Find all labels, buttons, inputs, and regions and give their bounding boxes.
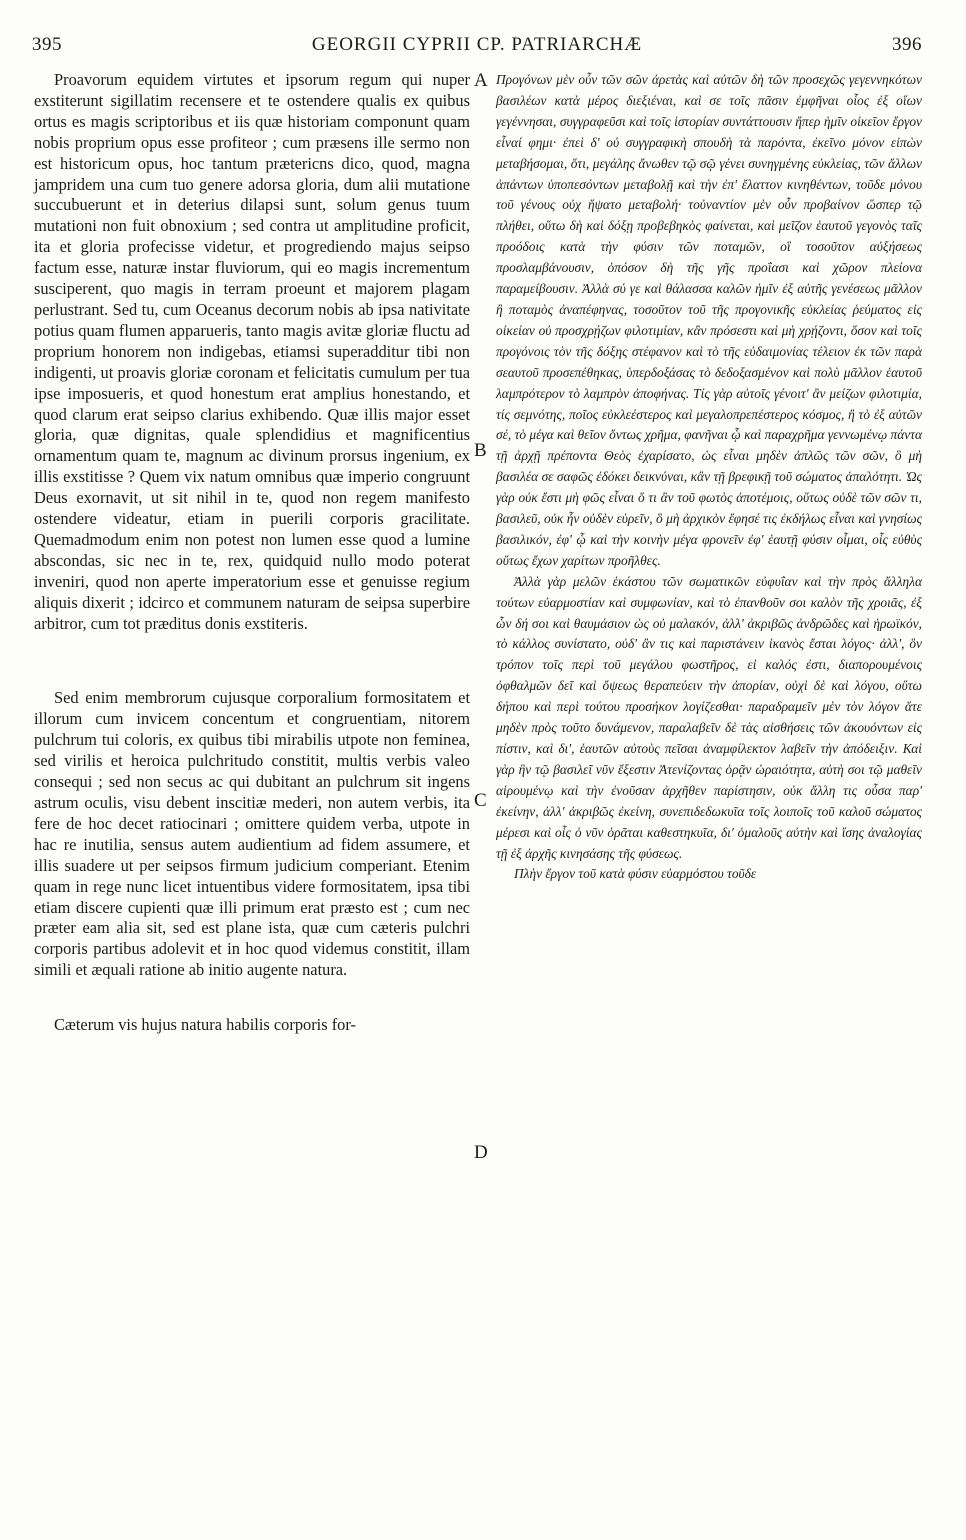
latin-column	[34, 70, 470, 1036]
latin-paragraph-3: Cæterum vis hujus natura habilis corporis for-	[54, 1015, 356, 1035]
greek-column	[496, 70, 922, 885]
latin-paragraph-1: Proavorum equidem virtutes et ipsorum regum qui nuper exstiterunt sigillatim recensere et te ostendere qualis ex quibus ortus es magis scriptoribus et iis quæ historiam componunt quam nobis proprium opus esse profiteor ; cum præsens ille sermo non est historicum opus, hoc tantum prætericns dico, quod, magna jampridem una cum tuo genere adorsa gloria, dum alii mutatione succubuerunt et in deterius dilapsi sunt, solum genus tuum mutationi non fuit obnoxium ; sed contra ut amplitudine proficit, ita et gloria profecisse videtur, et progrediendo majus seipso factum esse, naturæ instar fluviorum, qui eo magis incrementum susciperent, quo magis in terram proeunt et majorem plagam perlustrant. Sed tu, cum Oceanus decorum nobis ab ipsa nativitate potius quam flumen apparueris, tanto magis avitæ gloriæ fluctu ad proprium honorem non indigebas, etiamsi superadditur tibi non indigenti, ut proavis gloriæ coronam et felicitatis cumulum per tua ipse imposueris, et quod honestum erat amplius honestando, et quod clarum erat seipso clarius exhibendo. Quæ illis major esset gloria, quæ dignitas, quale splendidius et magnificentius ornamentum quam te, magnum ac divinum prorsus ingenium, ex illis exstitisse ? Quem vix natum omnibus quæ imperio congruunt Deus exornavit, ut sit nihil in te, quod non regem manifesto ostendere videatur, etiam in puerili corporis gracilitate. Quemadmodum enim non potest non lumen esse quod a lumine abscondas, sic nec in te, rex, quidquid nullo modo poterat inveniri, quod non aperte imperatorium esse et genuisse regium aliquis dixerit ; idcirco et communem naturam de seipsa superbire arbitror, cum tot præditus donis exstiteris.	[34, 70, 470, 633]
greek-paragraph-2: Ἀλλὰ γὰρ μελῶν ἑκάστου τῶν σωματικῶν εὐφυΐαν καὶ τὴν πρὸς ἄλληλα τούτων εὐαρμοστίαν καὶ συμφωνίαν, καὶ τὸ ἐπανθοῦν σοι καλὸν τῆς χροιᾶς, ἐξ ὧν δή σοι καὶ θαυμάσιον ὡς οὐ μαλακόν, ἀλλ' ἀκριβῶς ἀνδρῶδες καὶ ἡρωϊκόν, τὸ κάλλος συνίστατο, οὐδ' ἂν τις καὶ παριστάνειν ἱκανὸς ἔσται λόγος· ἀλλ', ὃν τρόπον τοῖς περὶ τοῦ μεγάλου φωστῆρος, εἰ καλός ἐστι, διαπορουμένοις ὀφθαλμῶν δεῖ καὶ ὄψεως θεραπεύειν τὴν ἀπορίαν, οὐχὶ δὲ καὶ λόγου, οὕτω δήπου καὶ περὶ τούτου προσήκον λογίζεσθαι· παραδραμεῖν μὲν τὸν λόγον ἅτε μηδὲν πρὸς τοῦτο δυνάμενον, παραλαβεῖν δὲ τὰς αἰσθήσεις τῶν ἀκουόντων εἰς πίστιν, καὶ δι', ἑαυτῶν αὐτοὺς πεῖσαι ἀναμφίλεκτον λαβεῖν τὴν ἀπόδειξιν. Καὶ γὰρ ἣν τῷ βασιλεῖ νῦν ἔξεστιν Ἀτενίζοντας ὁρᾷν ὡραιότητα, αὐτὴ σοι τῷ μαθεῖν αἱρουμένῳ καὶ τὴν ἐνοῦσαν ἀρχῆθεν παρίστησιν, οὐκ ἄλλη τις οὖσα παρ' ἐκείνην, ἀλλ' ἀκριβῶς ἐκείνη, συνεπιδεδωκυῖα τοῖς λοιποῖς τοῦ καλοῦ σώματος μέρεσι καὶ οἷς ὁ νῦν ὁρᾶται καθεστηκυῖα, δι' ὁμαλοῦς αὐτὴν καὶ ἴσης ἀναλογίας τῇ ἐξ ἀρχῆς κινησάσης τῆς φύσεως.	[496, 573, 922, 861]
latin-paragraph-2: Sed enim membrorum cujusque corporalium formositatem et illorum cum invicem concentum et congruentiam, nitorem pulchrum tui coloris, ex quibus tibi mirabilis utpote non feminea, sed virilis et heroica pulchritudo constitit, multis verbis valeo consequi ; sed non secus ac qui dubitant an pulchrum sit ingens astrum oculis, visu debent inscitiæ mederi, non autem verbis, ita fere de hoc decet ratiocinari ; omittere quidem verba, utpote in hac re inutilia, sensus autem audientium ad fidem assumere, et illis suadere ut per seipsos firmum judicium comperiant. Etenim quam in rege nunc licet intuentibus videre formositatem, ipsa tibi etiam discere cupienti quæ illi primum erat præsto est ; cum nec præter eam alia sit, sed est plane ista, quæ cum cæteris pulchri corporis partibus adolevit et in hoc quod videmus constitit, illam simili et æquali ratione ab initio augente natura.	[34, 688, 470, 980]
running-title: GEORGII CYPRII CP. PATRIARCHÆ	[311, 34, 643, 55]
greek-paragraph-1: Προγόνων μὲν οὖν τῶν σῶν ἀρετὰς καὶ αὐτῶν δὴ τῶν προσεχῶς γεγεννηκότων βασιλέων κατὰ μέρος διεξιέναι, καὶ σε τοῖς πᾶσιν ἐμφῆναι οἷος ἐξ οἵων γεγέννησαι, συγγραφεῦσι καὶ τοῖς ἱστορίαν συντάττουσιν ἤπερ ἡμῖν οἰκεῖον ἔργον εἶναί φημι· ἐπεὶ δ' οὐ συγγραφικὴ σπουδὴ τὰ παρόντα, ἐκεῖνο μόνον εἰπὼν μεταβήσομαι, ὅτι, μεγάλης ἄνωθεν τῷ σῷ γένει συνηγμένης εὐκλείας, τῶν ἄλλων ἁπάντων ὑποπεσόντων μεταβολῇ καὶ τὴν ἐπ' ἔλαττον κινηθέντων, τοῦδε μόνου τοῦ γένους οὐχ ἥψατο μεταβολή· τοὐναντίον μὲν οὖν προβαίνον ὥσπερ τῷ πλήθει, οὕτω δὴ καὶ δόξῃ προβεβηκὸς φαίνεται, καὶ μεῖζον ἑαυτοῦ γεγονὸς ταῖς προόδοις κατὰ τὴν φύσιν τῶν ποταμῶν, οἳ τοσοῦτον αὐξήσεως προσλαμβάνουσιν, ὁπόσον δὴ τῆς γῆς προΐασι καὶ χῶρον πλείονα παραμείβουσιν. Ἀλλὰ σύ γε καὶ θάλασσα καλῶν ἡμῖν ἐξ αὐτῆς γενέσεως μᾶλλον ἢ ποταμὸς ἀναπέφηνας, τοσοῦτον τοῦ τῆς προγονικῆς εὐκλείας ῥεύματος εἰς οἰκείαν οὐ προσχρῄζων φιλοτιμίαν, κἂν πρόσεστι καὶ μὴ χρῄζοντι, ὅσον καὶ τοῖς προγόνοις τὸν τῆς δόξης στέφανον καὶ τὸ τῆς εὐδαιμονίας τέλειον ἐκ τῶν παρὰ σεαυτοῦ προσεπέθηκας, ὑπερδοξάσας τὸ δεδοξασμένον καὶ πολὺ μᾶλλον ἑαυτοῦ λαμπρότερον τὸ λαμπρὸν ἀποφήνας. Τίς γὰρ αὐτοῖς γένοιτ' ἂν μείζων φιλοτιμία, τίς σεμνότης, ποῖος εὐκλεέστερος καὶ μεγαλοπρεπέστερος κόσμος, ἢ τὸ ἐξ αὐτῶν σέ, τὸ μέγα καὶ θεῖον ὄντως χρῆμα, φανῆναι ᾧ καὶ παραχρῆμα γεννωμένῳ πάντα τῇ ἀρχῇ πρέποντα Θεὸς ἐχαρίσατο, ὡς εἶναι μηδὲν ἁπλῶς τῶν σῶν, ὃ μὴ βασιλέα σε σαφῶς ἐδόκει δεικνύναι, κἂν τῇ βρεφικῇ τοῦ σώματος ἁπαλότητι. Ὡς γὰρ οὐκ ἔστι μὴ φῶς εἶναι ὅ τι ἂν τοῦ φωτὸς ἀποτέμοις, οὕτως οὐδὲ τῶν σῶν τι, βασιλεῦ, οὐκ ἦν οὐδὲν εὑρεῖν, ὃ μὴ ἀρχικὸν ἔφησέ τις ἐκδήλως εἶναι καὶ γνησίως βασιλικόν, ἐφ' ᾧ καὶ τὴν κοινὴν μέγα φρονεῖν ἐφ' ἑαυτῇ φύσιν οἶμαι, οἷς εὐθὺς οὕτως ἔχων χαρίτων προῆλθες.	[496, 72, 923, 568]
running-header	[32, 34, 922, 64]
section-marker-a: A	[474, 70, 488, 91]
section-marker-c: C	[474, 790, 487, 811]
greek-paragraph-3: Πλὴν ἔργον τοῦ κατὰ φύσιν εὐαρμόστου τοῦδε	[514, 866, 757, 882]
section-marker-b: B	[474, 440, 487, 461]
page-number-left: 395	[32, 34, 62, 55]
section-marker-d: D	[474, 1142, 488, 1163]
page-number-right: 396	[892, 34, 922, 55]
